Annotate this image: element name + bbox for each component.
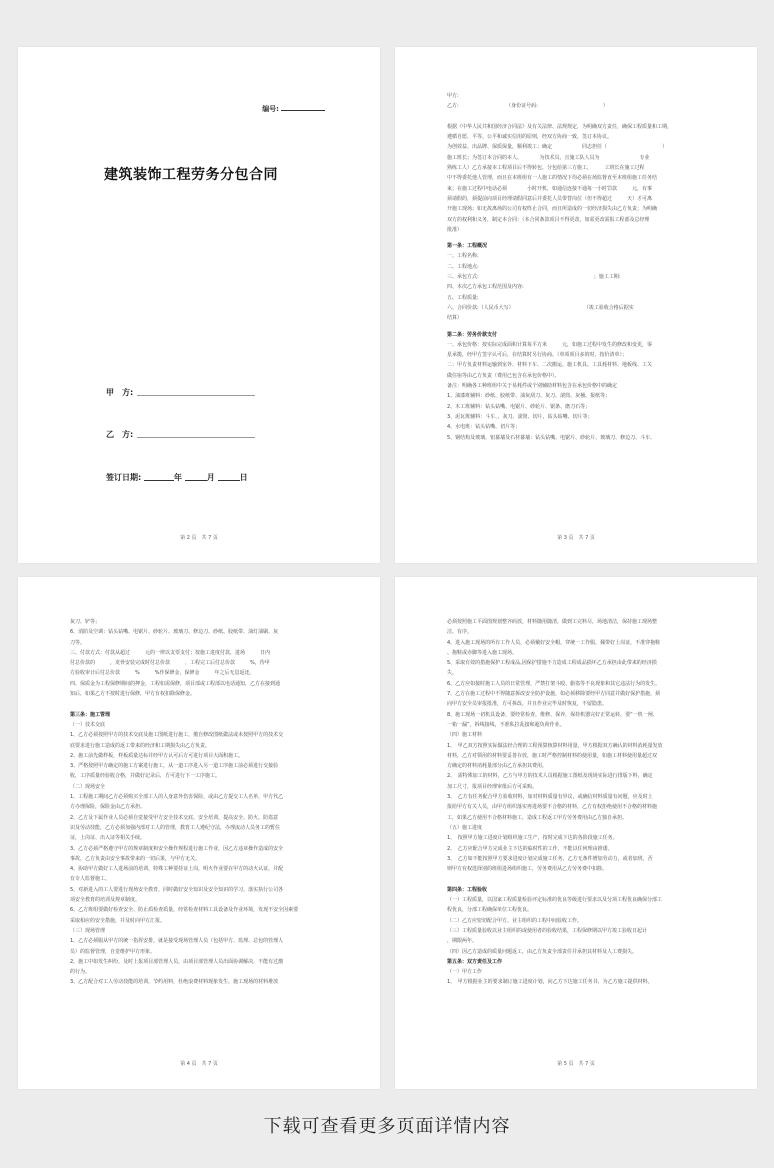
text-line: 六、合同价款:（人民币大写） （竣工验收合格后据实 [447, 304, 634, 311]
text-line [447, 112, 705, 122]
month-label: 月 [206, 473, 215, 482]
text-line: 2、施工前先做样板，样板质量达标并经甲方认可后方可进行项目大面积施工。 [70, 752, 244, 759]
text-line: 第五条：双方责任及工作 [447, 958, 503, 965]
page-body [70, 617, 328, 988]
text-line: 3、乙方必须严格遵守甲方的规章制度和安全操作规程进行施工作业，因乙方违章操作造成的安全 [70, 845, 284, 852]
text-line: 则甲方有权选择别的班组进场组织施工，劳务费用从乙方劳务费中扣除。 [447, 866, 608, 873]
text-line: 有专人监督施工。 [70, 876, 111, 883]
text-line: 结算） [447, 315, 463, 322]
contract-page-5 [395, 577, 757, 1089]
text-line: 底要求进行施工造成的返工带来的经济和工期损失由乙方负责。 [70, 742, 211, 749]
text-line: （一）甲方工作 [447, 969, 483, 976]
intro-paragraph [447, 91, 705, 235]
party-a-line [106, 387, 255, 398]
text-line: 双方的权利和义务，制定本合同：（本合同条款项目不得更改，如需更改需报工程部及总经理 [447, 216, 650, 223]
page-text [70, 617, 328, 988]
text-line: （三）工程质量验收以业主组织的或使用者的验收结果，工程保修期以甲方竣工验收日起计 [447, 927, 648, 934]
text-line: 的行为。 [70, 969, 91, 976]
contract-number [262, 104, 325, 114]
text-line: 四、保质金为工程保修期间的押金，工程如需保修，项目部或工程部以电话通知，乙方在接到通 [70, 680, 281, 687]
text-line: （一）工程质量，以国家工程质量检验评定标准的优良等级进行要求以及分项工程优良确保分部工 [447, 897, 663, 904]
page-body [447, 617, 705, 988]
text-line: 1、乙方必须服从甲方的统一指挥安排，就是接受现场管理人员（包括甲方、监理、总包的管理人 [70, 938, 284, 945]
text-line: （四）施工材料 [447, 732, 483, 739]
text-line: 1、 甲方根据业主的要求制订施工进度计划，向乙方下达施工任务书，为乙方施工提供材料。 [447, 979, 653, 986]
text-line: 项安全教育的培训及规章制度。 [70, 897, 141, 904]
text-line: 方验收审计后付总价款 % %作保修金，保修金 年之后无息返还。 [70, 670, 255, 677]
month-blank [185, 480, 207, 481]
text-line: 1、 按照甲方施工进度计划组织施工生产，按时完成下达的各阶段施工任务。 [447, 835, 618, 842]
text-line: 方办理保险，保险金由乙方承担。 [70, 804, 146, 811]
text-line: 3、 乙方如不能按照甲方要求进度计划完成施工任务，乙方无条件增加劳动力，或者加班，否 [447, 855, 653, 862]
text-line: 程优良，分部工程确保单位工程优良。 [447, 907, 533, 914]
text-line [70, 699, 328, 709]
text-line: 根据《中华人民共和国经济合同法》及有关法律、法规规定，为明确双方责任，确保工程质量和工期， [447, 123, 673, 130]
text-line: 工，如果乙方使用不合格材料施工，造成工程返工甲方劳务费用由乙方独自承担。 [447, 814, 628, 821]
text-line: 加工尺寸，报项目经理审批后方可采购。 [447, 783, 538, 790]
text-line: （二）现场安全 [70, 783, 106, 790]
text-line: 1、油漆班辅料：砂纸、胶纸带、油灰刮刀、灰刀、滚筒、灰桶、报纸等； [447, 393, 611, 400]
text-line: （二）乙方应密切配合甲方、业主组织的工程中间验收工作。 [447, 917, 583, 924]
contract-cover-page [18, 47, 380, 563]
text-line: 4、协助甲方做好工人进场前的培训，特殊工种要持证上岗，明火作业要在甲方的动火认证，并配 [70, 866, 284, 873]
text-line: 必须按照施工平面图规划整齐码放，材料随用随清，做到工完料尽，场地清洁，保持施工现场整 [447, 619, 658, 625]
contract-page-3 [395, 47, 757, 563]
text-line: 方确定的材料消耗量部分由乙方承担其费用。 [447, 763, 548, 770]
text-line: 为创效益、出品牌、保质保量，顺利竣工；确定 同志担任（ ） [447, 144, 668, 151]
section-2-title: 第二条：劳务价款支付 [447, 331, 498, 338]
day-label: 日 [239, 473, 248, 482]
text-line: 员）的监督管理，自觉维护甲方形象。 [70, 948, 156, 955]
text-line: 洁、有序。 [447, 629, 473, 636]
text-line: 3、 乙方有任务配合甲方验收材料，如对材料质量有异议，或确信材料质量有问题，应及时上 [447, 794, 653, 801]
day-blank [218, 480, 240, 481]
page-number: 第 5 页 共 7 页 [557, 1061, 595, 1067]
text-line: 材料，乙方对领用的材料要妥善存放，施工时严格控制材料的使用量，如施工材料使用量超过双 [447, 752, 658, 759]
text-line: 1、 甲乙双方按照实际做法经合理的工程预算核算材料用量，甲方根据双方确认的材料消耗量发放 [447, 742, 663, 749]
text-line: 、拖鞋或赤脚等进入施工现场。 [447, 649, 518, 656]
text-line: 灰刀、铲等； [70, 619, 101, 625]
text-line: 2、 需特殊加工的材料，乙方与甲方的技术人员根据施工图纸及现场实际进行排版下料，确定 [447, 773, 653, 780]
text-line: 一、承包价格：按实际完成面积计算每平方米 元，如施工过程中发生的修改和变更，零 [447, 341, 653, 348]
text-line: 2、乙方及下属作业人员必须自觉接受甲方安全技术交底、安全培训，提高安全、防火、防盗意 [70, 814, 279, 821]
text-line: （五）施工进度 [447, 824, 483, 831]
year-label: 年 [174, 473, 182, 482]
party-b-blank [137, 437, 255, 438]
section-2-body [447, 340, 705, 443]
text-line: 收，工序质量经验收合格，并做好记录后，方可进行下一工序施工。 [70, 773, 221, 780]
text-line: （三）现场管理 [70, 927, 106, 934]
text-line: 三、承包方式: ；施工工期: [447, 274, 621, 281]
text-line: 3、泥瓦班辅料：斗车、、灰刀、滚筒、切片、钻头钻嘴、切片等； [447, 413, 593, 420]
sign-date-label: 签订日期: [106, 473, 142, 482]
text-line: ，期限两年。 [447, 938, 478, 945]
sign-date-line [106, 472, 248, 483]
text-line: 一、工程名称: [447, 253, 479, 260]
contract-number-label: 编号: [262, 105, 279, 113]
text-line: 束；在施工过程中电话必须 小时开机，如通信连接不通每一小时罚款 元，有事 [447, 185, 653, 192]
text-line: 5、采取有效的措施保护工程成品,因保护措施不力造成工程成品损坏乙方承担由此带来的经济损 [447, 660, 657, 667]
contract-number-blank [281, 110, 325, 111]
page-number: 第 4 页 共 7 页 [180, 1061, 218, 1067]
text-line: 施工班长；为签订本合同的本人、 为技术员、且施工队人员为 专业 [447, 154, 650, 161]
text-line: 6、乙方应如接时施工人员的日常管理，严禁打架斗殴、偷盗等不良现象和其它违法行为的发生。 [447, 680, 661, 687]
text-line: （四）因乙方造成的质量问题返工，由乙方负责全部责任并承担其材料及人工费损失。 [447, 948, 638, 955]
text-line: 2、施工中如发生纠纷，及时上报项目部管理人员，由项目部管理人员出面协调解决，不能有过激 [70, 958, 284, 965]
text-line: 3、乙方配合对工人劳动技能的培训，节约用料，杜绝浪费材料现象发生，施工现场的材料堆放 [70, 979, 279, 986]
text-line [447, 874, 705, 884]
text-line: 星承揽，经甲方签字认可后，在结算时另行协商。（单项项目多的时，按价清单）； [447, 352, 628, 359]
text-line: 6、消防及空调：钻头钻嘴、电锯片、砂轮片、玻璃刀、修边刀、砂纸、胶纸带、油灯油刷、灰 [70, 629, 279, 636]
text-line: 失。 [447, 670, 458, 677]
text-line: 一箱一漏”，拆线接线，不准私拉乱接和超负荷作业。 [447, 721, 565, 728]
page-number: 第 3 页 共 7 页 [557, 535, 595, 541]
contract-title: 建筑装饰工程劳务分包合同 [104, 167, 278, 183]
text-line: 中不得委托他人管理，而且在本班组有一人施工的情况下均必须在场监督直至本班组施工任务结 [447, 175, 658, 182]
text-line: 2、 乙方应配合甲方完成业主下达的临时性的工作，不能以任何理由推诿。 [447, 845, 613, 852]
text-line: 1、工程施工期间乙方必须购买全部工人的人身意外伤害保险，或由乙方提交工人名单，甲方代乙 [70, 794, 284, 801]
text-line: 须请假的，须提前向项目经理请假同意后并委托人员带替岗位（但不得超过 天）才可离 [447, 195, 653, 202]
text-line: 五、工程质量: [447, 294, 479, 301]
text-line: 6、乙方班组要做好检查安全、防止质检查质量，经常检查材料工具设备及作业环境，发现不安全因素要 [70, 907, 299, 914]
text-line: 三、付款方式：付款从超过 元的一律以支票支付；按施工进度付款，进场 日内 [70, 649, 271, 656]
text-line: 刀等。 [70, 639, 86, 646]
text-line: 8、施工现场一切机具设备，要经常检查，维修、保养，保持机器完好正常运转，要“一机一闸、 [447, 711, 658, 718]
text-line: 批准） [447, 226, 463, 233]
text-line: 向甲方安全员审报批准，方可拆改，并且作业完毕及时恢复，不留隐患。 [447, 701, 608, 708]
text-line: 1、乙方必须按照甲方的技术交底及施工图纸进行施工，擅自修改图纸做法或未按照甲方的技术交 [70, 732, 284, 739]
page-text [447, 617, 705, 988]
party-a-blank [137, 395, 255, 396]
text-line: 4、水电班：钻头钻嘴、切片等； [447, 424, 521, 431]
text-line: 识及劳动技能，乙方必须加强内部对工人的管理，教育工人遵纪守法，办理流动人员务工的暂住 [70, 824, 281, 831]
text-line: 二、工程地点: [447, 263, 479, 270]
page-body [447, 91, 705, 443]
text-line: 证，上岗证、出入证等相关手续。 [70, 835, 146, 842]
section-1-body [447, 251, 705, 323]
text-line: 乙方: （身份证号码: ） [447, 103, 608, 110]
text-line: 7、乙方在施工过程中不得随意拆改安全防护设施，如必须移除要经甲方同意并做好保护措施，须 [447, 691, 661, 698]
party-b-line [106, 429, 255, 440]
text-line: 遵循自愿、平等、公平和诚实信用的原则，经双方协商一致，签订本协议。 [447, 134, 613, 141]
text-line: 知后，如果乙方不按时进行保修，甲方有权扣除保修金。 [70, 691, 196, 698]
text-line: 4、进入施工现场的所有工作人员，必须戴好安全帽，穿统一工作服，佩带好上岗证，不准穿拖鞋 [447, 639, 661, 646]
text-line: 采取相应的安全措施，并及时向甲方汇报。 [70, 917, 166, 924]
text-line: （一）技术交底 [70, 721, 106, 728]
text-line: 备注：明确各工种班组中关于易耗件或个别辅助材料包含在承包价格中的确定 [447, 383, 618, 390]
text-line: 甲方: [447, 93, 459, 99]
year-blank [144, 480, 174, 481]
party-a-label: 甲 方: [106, 388, 134, 397]
text-line: 付总价款的 ，龙骨安装完成时付总价款 ，工程完工后付总价款 %，待甲 [70, 660, 270, 667]
page-number: 第 2 页 共 7 页 [180, 535, 218, 541]
text-line: 5、对新进入的工人要进行现场安全教育，同时做好安全知识及安全知识的学习，落实执行公司各 [70, 886, 284, 893]
text-line: 事故，乙方负责由安全事故带来的一切后果，与甲方无关。 [70, 855, 201, 862]
party-b-label: 乙 方: [106, 430, 134, 439]
text-line: 第三条：施工管理 [70, 711, 111, 718]
text-line: 二：甲方负责材料运输到室外、材料下车、二次搬运、施工机具、工具耗材料、地板线、工关 [447, 362, 653, 369]
contract-page-4 [18, 577, 380, 1089]
text-line: 四、本次乙方承包工程范围及内容: [447, 284, 524, 291]
text-line: 开施工现场；如无故离场的公司有权终止合同，而且所造成的一切经济损失由乙方负责；为明确 [447, 206, 658, 213]
download-caption: 下载可查看更多页面详情内容 [263, 1116, 511, 1137]
text-line: 5、钢结构及玻璃、铝幕墙及石材幕墙：钻头钻嘴、电锯片、砂轮片、玻璃刀、修边刀、斗车、 [447, 434, 656, 441]
text-line: 第四条：工程验收 [447, 886, 488, 893]
text-line: 2、木工班辅料：钻头钻嘴、电锯片、砂轮片、锯条、磨刀石等； [447, 403, 591, 410]
text-line: 做住宿等由乙方负责（费用已包含在承包价格中）。 [447, 372, 560, 379]
section-1-title: 第一条：工程概况 [447, 243, 488, 250]
text-line: 3、严格按照甲方确定的施工方案进行施工，从一道工序进入另一道工序施工前必须进行交接验 [70, 763, 279, 770]
text-line: 报给甲方有关人员，由甲方组织落实再进场要不合格的材料，乙方有权拒绝使用不合格的材料施 [447, 804, 658, 811]
text-line: 熟练工人）乙方承接本工程项目后不得转包、分包给第三方施工， 工班长在施工过程 [447, 165, 645, 172]
